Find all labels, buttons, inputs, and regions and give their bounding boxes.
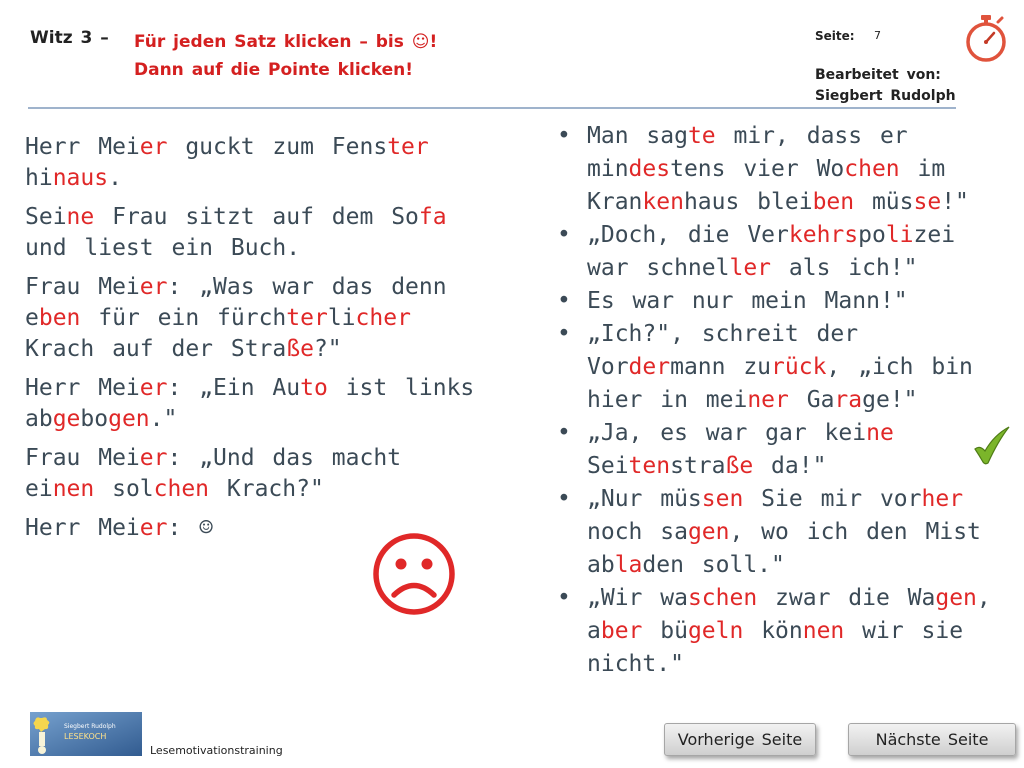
syllable-highlight: ben <box>812 189 855 215</box>
previous-page-button[interactable]: Vorherige Seite <box>664 723 816 756</box>
text-segment: „Wir wa <box>587 585 688 611</box>
syllable-highlight: gen <box>935 585 977 611</box>
page-number: 7 <box>874 29 881 42</box>
text-segment: und liest ein Buch. <box>25 235 301 261</box>
syllable-highlight: her <box>921 486 964 512</box>
syllable-highlight: ne <box>66 204 95 230</box>
text-segment: , a <box>587 585 991 644</box>
edited-by <box>815 65 956 107</box>
text-segment: Frau sitzt auf dem So <box>94 204 419 230</box>
header-instructions <box>134 28 437 84</box>
stopwatch-icon[interactable] <box>962 14 1010 64</box>
story-sentence[interactable] <box>25 443 475 505</box>
syllable-highlight: nen <box>802 618 845 644</box>
syllable-highlight: er <box>139 445 168 471</box>
syllable-highlight: se <box>913 189 942 215</box>
text-segment: stra <box>670 453 726 479</box>
text-segment: für ein fürch <box>80 305 287 331</box>
text-segment: wir sie nicht." <box>587 618 964 677</box>
text-segment: mir, dass er min <box>587 123 908 182</box>
text-segment: Frau Mei <box>25 274 140 300</box>
syllable-highlight: schen <box>687 585 758 611</box>
punchline-option[interactable] <box>555 582 995 681</box>
bullet-icon: • <box>557 321 571 347</box>
text-segment: : „Ein Au <box>167 375 301 401</box>
text-segment: Sei <box>587 453 629 479</box>
text-segment: Herr Mei <box>25 515 140 541</box>
syllable-highlight: er <box>139 134 168 160</box>
instruction-line-2: Dann auf die Pointe klicken! <box>134 60 413 80</box>
text-segment: ?" <box>313 336 342 362</box>
syllable-highlight: nen <box>52 476 95 502</box>
text-segment: sol <box>94 476 154 502</box>
bullet-icon: • <box>557 420 571 446</box>
syllable-highlight: ken <box>642 189 684 215</box>
bullet-icon: • <box>557 486 571 512</box>
syllable-highlight: sen <box>701 486 744 512</box>
text-segment: müs <box>854 189 914 215</box>
syllable-highlight: der <box>628 354 671 380</box>
punchline-option[interactable] <box>555 318 995 417</box>
syllable-highlight: ben <box>38 305 81 331</box>
text-segment: Krach?" <box>209 476 324 502</box>
text-segment: po <box>858 222 886 248</box>
syllable-highlight: to <box>300 375 328 401</box>
syllable-highlight: ße <box>725 453 754 479</box>
text-segment: ge!" <box>862 387 918 413</box>
text-segment: , wo ich den Mist ab <box>587 519 981 578</box>
text-segment: bü <box>642 618 688 644</box>
text-segment: . <box>108 165 122 191</box>
punchline-option[interactable] <box>555 417 995 483</box>
syllable-highlight: er <box>139 375 168 401</box>
checkmark-icon[interactable] <box>972 425 1012 467</box>
text-segment: „Nur müs <box>587 486 702 512</box>
syllable-highlight: te <box>687 123 716 149</box>
text-segment: , „ich bin hier in mei <box>587 354 973 413</box>
syllable-highlight: geln <box>687 618 744 644</box>
text-segment: !" <box>941 189 969 215</box>
page-label: Seite: <box>815 29 855 43</box>
text-segment: zwar die Wa <box>757 585 936 611</box>
syllable-highlight: li <box>885 222 914 248</box>
logo-text-brand: LESEKOCH <box>64 732 107 741</box>
text-segment: Herr Mei <box>25 134 140 160</box>
text-segment: li <box>327 305 356 331</box>
instruction-line-1: Für jeden Satz klicken – bis ☺! <box>134 32 438 52</box>
bullet-icon: • <box>557 222 571 248</box>
header-title: Witz 3 – <box>30 28 109 48</box>
edited-by-name: Siegbert Rudolph <box>815 88 956 104</box>
syllable-highlight: cher <box>355 305 411 331</box>
syllable-highlight: ler <box>729 255 772 281</box>
syllable-highlight: gen <box>687 519 730 545</box>
syllable-highlight: la <box>614 552 643 578</box>
lesekoch-logo <box>30 712 142 756</box>
syllable-highlight: chen <box>153 476 210 502</box>
next-page-button[interactable]: Nächste Seite <box>848 723 1016 756</box>
text-segment: den soll." <box>642 552 785 578</box>
header-divider <box>28 107 956 109</box>
text-segment: Sie mir vor <box>743 486 922 512</box>
text-segment: Frau Mei <box>25 445 140 471</box>
story-sentence[interactable] <box>25 272 475 365</box>
text-segment: : ☺ <box>167 515 214 541</box>
story-sentence[interactable] <box>25 202 475 264</box>
text-segment: „Ich?", schreit der Vor <box>587 321 859 380</box>
syllable-highlight: ten <box>628 453 671 479</box>
bullet-icon: • <box>557 585 571 611</box>
text-segment: im Kran <box>587 156 946 215</box>
text-segment: kön <box>743 618 803 644</box>
punchline-option[interactable] <box>555 219 995 285</box>
syllable-highlight: fa <box>418 204 447 230</box>
story-text <box>25 132 475 552</box>
text-segment: zei war schnel <box>587 222 956 281</box>
syllable-highlight: er <box>139 515 168 541</box>
text-segment: Krach auf der Stra <box>25 336 287 362</box>
text-segment: als ich!" <box>771 255 918 281</box>
logo-text-name: Siegbert Rudolph <box>64 723 116 730</box>
text-segment: guckt zum Fens <box>167 134 388 160</box>
syllable-highlight: chen <box>844 156 900 182</box>
punchline-option[interactable] <box>555 483 995 582</box>
syllable-highlight: gen <box>108 406 150 432</box>
syllable-highlight: ter <box>387 134 429 160</box>
syllable-highlight: ra <box>834 387 863 413</box>
syllable-highlight: ne <box>866 420 894 446</box>
bullet-icon: • <box>557 123 571 149</box>
syllable-highlight: ter <box>286 305 328 331</box>
syllable-highlight: des <box>628 156 671 182</box>
training-label: Lesemotivationstraining <box>150 744 283 757</box>
story-sentence[interactable] <box>25 132 475 194</box>
text-segment: „Ja, es war gar kei <box>587 420 867 446</box>
text-segment: „Doch, die Ver <box>587 222 789 248</box>
text-segment: mann zu <box>670 354 772 380</box>
text-segment: da!" <box>753 453 827 479</box>
text-segment: : „Was war das denn e <box>25 274 447 331</box>
text-segment: Man sag <box>587 123 688 149</box>
syllable-highlight: ße <box>286 336 314 362</box>
text-segment: bo <box>80 406 109 432</box>
text-segment: tens vier Wo <box>670 156 845 182</box>
syllable-highlight: kehrs <box>788 222 859 248</box>
punchline-list <box>555 120 995 681</box>
text-segment: hi <box>25 165 53 191</box>
sad-face-icon <box>370 530 458 618</box>
text-segment: ist links ab <box>25 375 475 432</box>
syllable-highlight: ge <box>52 406 81 432</box>
text-segment: noch sa <box>587 519 688 545</box>
text-segment: Ga <box>788 387 835 413</box>
text-segment: Sei <box>25 204 67 230</box>
text-segment: Herr Mei <box>25 375 140 401</box>
syllable-highlight: rück <box>771 354 827 380</box>
syllable-highlight: ner <box>747 387 789 413</box>
bullet-icon: • <box>557 288 571 314</box>
punchline-option[interactable] <box>555 285 995 318</box>
text-segment: : „Und das macht ei <box>25 445 402 502</box>
edited-by-label: Bearbeitet von: <box>815 67 941 83</box>
punchline-option[interactable] <box>555 120 995 219</box>
syllable-highlight: naus <box>52 165 109 191</box>
story-sentence[interactable] <box>25 373 475 435</box>
punchline-options <box>555 120 995 681</box>
text-segment: haus blei <box>683 189 813 215</box>
syllable-highlight: er <box>139 274 168 300</box>
syllable-highlight: ber <box>600 618 643 644</box>
text-segment: Es war nur mein Mann!" <box>587 288 908 314</box>
text-segment: ." <box>149 406 178 432</box>
